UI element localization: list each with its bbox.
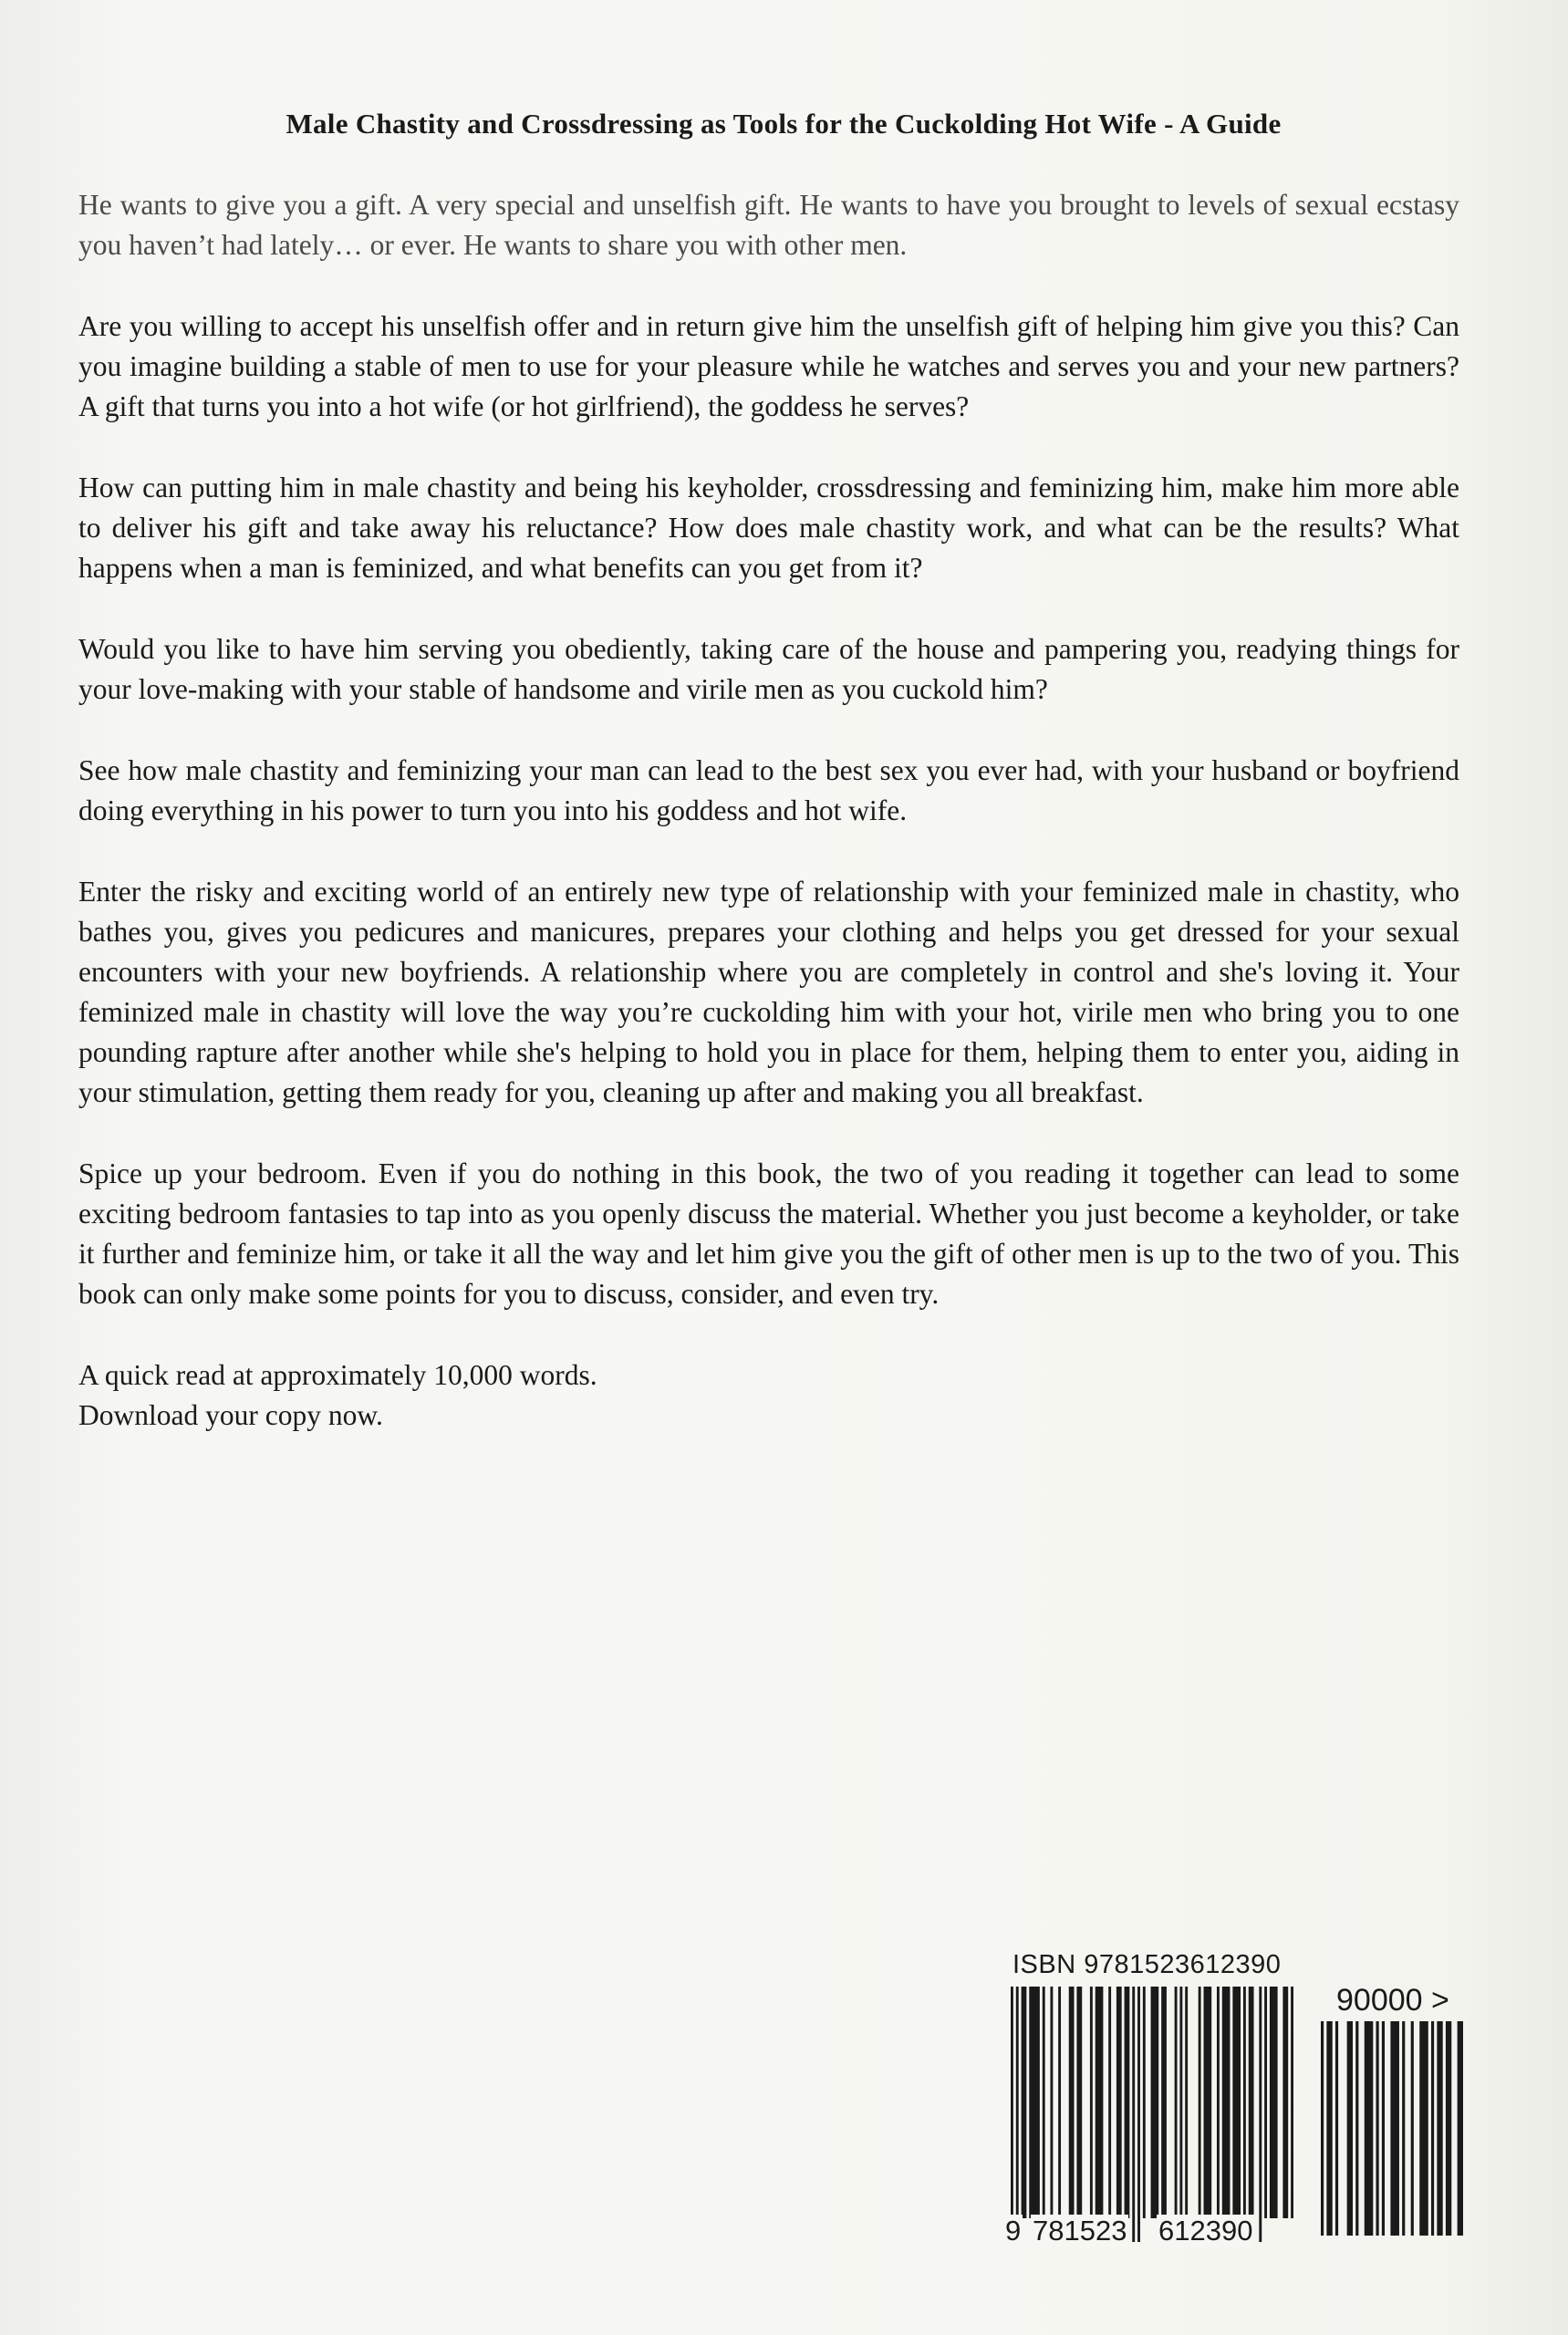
addon-barcode-bar <box>1446 2021 1451 2236</box>
barcode-digit-lead: 9 <box>1005 2215 1022 2247</box>
main-barcode-bar <box>1282 1987 1288 2218</box>
main-barcode-bar <box>1043 1987 1045 2218</box>
main-barcode-bar <box>1161 1987 1167 2218</box>
main-barcode-bar <box>1132 1987 1135 2242</box>
closing-line-2: Download your copy now. <box>78 1399 383 1431</box>
blurb-paragraph-5: See how male chastity and feminizing your man can lead to the best sex you ever had, with your husband or boyfriend doing everything in his power to turn you into his goddess and hot wife. <box>78 754 1459 826</box>
addon-barcode-bar <box>1431 2021 1434 2236</box>
barcode-digit-group-2: 612390 <box>1158 2215 1253 2247</box>
main-barcode-bar <box>1232 1987 1241 2218</box>
main-barcode-bar <box>1179 1987 1182 2218</box>
blurb-paragraph-4: Would you like to have him serving you obediently, taking care of the house and pampering you, readying things for your love-making with your stable of handsome and virile men as you cuckold him? <box>78 633 1459 705</box>
addon-barcode-bar <box>1402 2021 1405 2236</box>
main-barcode-bar <box>1096 1987 1104 2218</box>
addon-barcode-bar <box>1411 2021 1414 2236</box>
addon-barcode-bar <box>1458 2021 1463 2236</box>
main-barcode-bar <box>1016 1987 1019 2242</box>
main-barcode-bar <box>1125 1987 1130 2218</box>
addon-barcode-bar <box>1335 2021 1338 2236</box>
addon-barcode-bar <box>1390 2021 1399 2236</box>
addon-barcode-bar <box>1326 2021 1332 2236</box>
addon-barcode-bar <box>1365 2021 1374 2236</box>
addon-barcode-bar <box>1437 2021 1442 2236</box>
main-barcode-bar <box>1249 1987 1254 2218</box>
blurb-paragraph-6: Enter the risky and exciting world of an entirely new type of relationship with your feminized male in chastity, who bathes you, gives you pedicures and manicures, prepares your clothing and helps you get dressed for your sexual encounters with your new boyfriends. A relationship where you are completely in control and she's loving it. Your feminized male in chastity will love the way you’re cuckolding him with your hot, virile men who bring you to one pounding rapture after another while she's helping to hold you in place for them, helping them to enter you, aiding in your stimulation, getting them ready for you, cleaning up after and making you all breakfast. <box>78 876 1459 1108</box>
addon-barcode-bars <box>1321 2021 1463 2236</box>
main-barcode-bar <box>1175 1987 1178 2218</box>
main-barcode-bar <box>1151 1987 1159 2218</box>
main-barcode-bar <box>1204 1987 1212 2218</box>
isbn-barcode <box>1003 1950 1514 2260</box>
blurb-paragraph-3: How can putting him in male chastity and being his keyholder, crossdressing and feminizing him, make him more able to deliver his gift and take away his reluctance? How does male chastity work, and what can be the results? What happens when a man is feminized, and what benefits can you get from it? <box>78 472 1459 584</box>
main-barcode-bar <box>1069 1987 1075 2218</box>
main-barcode-bar <box>1217 1987 1220 2218</box>
main-barcode-bar <box>1050 1987 1053 2218</box>
main-barcode-bar <box>1243 1987 1246 2218</box>
price-code: 90000 > <box>1336 1983 1449 2018</box>
addon-barcode-bar <box>1355 2021 1358 2236</box>
main-barcode-bar <box>1143 1987 1146 2218</box>
main-barcode-bar <box>1022 1987 1027 2218</box>
main-barcode-bar <box>1199 1987 1201 2218</box>
main-barcode-bar <box>1076 1987 1082 2218</box>
cover-title: Male Chastity and Crossdressing as Tools for the Cuckolding Hot Wife - A Guide <box>286 108 1282 140</box>
blurb-paragraph-2: Are you willing to accept his unselfish offer and in return give him the unselfish gift of helping him give you this? Can you imagine building a stable of men to use for your pleasure while he watches and serves you and your new partners? A gift that turns you into a hot wife (or hot girlfriend), the goddess he serves? <box>78 310 1459 422</box>
main-barcode-bar <box>1264 1987 1267 2218</box>
closing-lines <box>78 1355 1459 1436</box>
addon-barcode-bar <box>1419 2021 1428 2236</box>
addon-barcode-bar <box>1382 2021 1385 2236</box>
addon-barcode-bar <box>1347 2021 1353 2236</box>
main-barcode-bar <box>1029 1987 1040 2218</box>
blurb-paragraph-7: Spice up your bedroom. Even if you do nothing in this book, the two of you reading it together can lead to some exciting bedroom fantasies to tap into as you openly discuss the material. Whether you just become a keyholder, or take it further and feminize him, or take it all the way and let him give you the gift of other men is up to the two of you. This book can only make some points for you to discuss, consider, and even try. <box>78 1157 1459 1310</box>
main-barcode-bar <box>1090 1987 1093 2218</box>
main-barcode-bar <box>1137 1987 1140 2242</box>
main-barcode-bar <box>1259 1987 1262 2242</box>
addon-barcode-bar <box>1321 2021 1324 2236</box>
addon-barcode-bar <box>1376 2021 1378 2236</box>
main-barcode-bar <box>1058 1987 1061 2218</box>
blurb-paragraph-1: He wants to give you a gift. A very special and unselfish gift. He wants to have you brought to levels of sexual ecstasy you haven’t had lately… or ever. He wants to share you with other men. <box>78 189 1459 261</box>
closing-line-1: A quick read at approximately 10,000 words. <box>78 1359 597 1391</box>
main-barcode-bar <box>1222 1987 1231 2218</box>
isbn-label: ISBN 9781523612390 <box>1012 1950 1282 1979</box>
main-barcode-bar <box>1011 1987 1013 2242</box>
main-barcode-bar <box>1108 1987 1111 2218</box>
blurb-text <box>78 185 1459 1436</box>
main-barcode-bar <box>1185 1987 1188 2218</box>
barcode-digit-group-1: 781523 <box>1033 2215 1127 2247</box>
main-barcode-bar <box>1291 1987 1293 2218</box>
main-barcode-bar <box>1270 1987 1278 2218</box>
main-barcode-bars <box>1011 1987 1293 2242</box>
main-barcode-bar <box>1116 1987 1122 2218</box>
